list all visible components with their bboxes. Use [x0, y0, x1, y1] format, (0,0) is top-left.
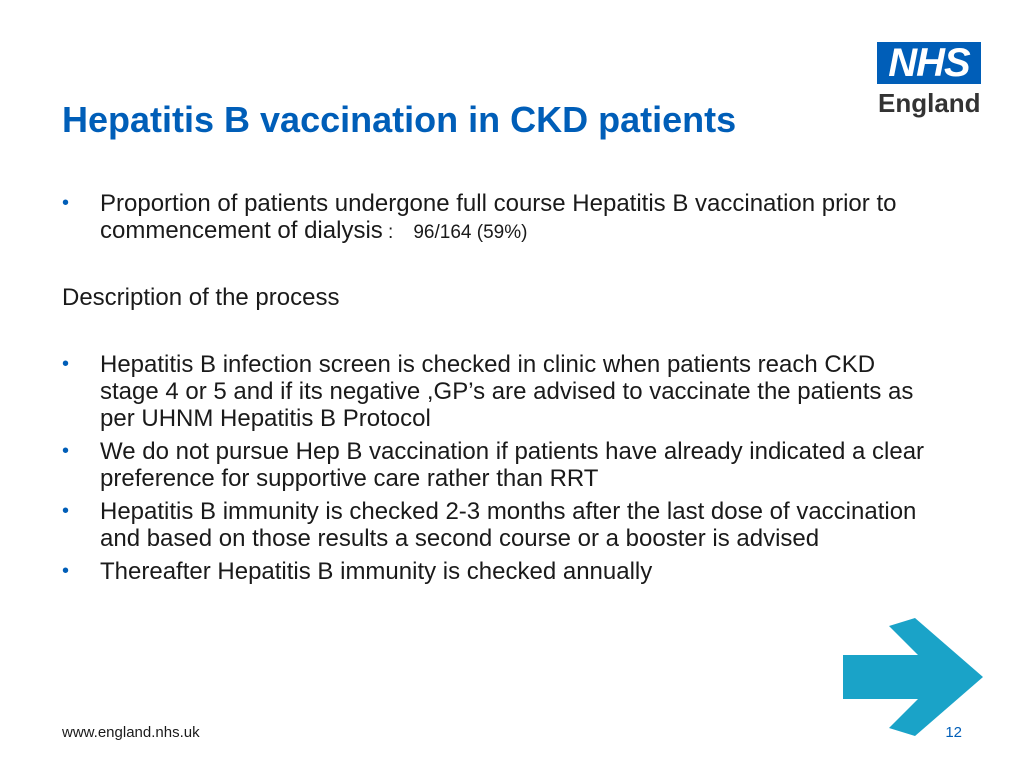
process-bullet-text: Hepatitis B immunity is checked 2-3 months after the last dose of vaccination and based on those results a second course or a booster is advised — [100, 498, 917, 552]
nhs-logo-box: NHS — [877, 42, 981, 84]
nhs-england-logo — [877, 42, 983, 116]
process-bullet — [62, 498, 932, 552]
slide-content — [62, 190, 932, 591]
process-bullet — [62, 438, 932, 492]
intro-bullet-list — [62, 190, 932, 246]
bullet-icon: • — [62, 560, 70, 582]
nhs-logo-region: England — [878, 88, 981, 118]
process-bullet-text: We do not pursue Hep B vaccination if patients have already indicated a clear preference for supportive care rather than RRT — [100, 438, 925, 492]
process-bullet — [62, 351, 932, 432]
bullet-icon: • — [62, 500, 70, 522]
bullet-icon: • — [62, 440, 70, 462]
section-heading: Description of the process — [62, 284, 340, 311]
process-bullet — [62, 558, 932, 585]
process-bullet-list — [62, 351, 932, 585]
bullet-icon: • — [62, 353, 70, 375]
intro-bullet — [62, 190, 932, 246]
intro-bullet-stat: 96/164 (59%) — [413, 222, 528, 243]
process-bullet-text: Hepatitis B infection screen is checked in clinic when patients reach CKD stage 4 or 5 and if its negative ,GP’s are advised to vaccinate the patients as per UHNM Hepatitis B Protocol — [100, 351, 914, 432]
intro-bullet-text: Proportion of patients undergone full course Hepatitis B vaccination prior to commencement of dialysis — [100, 190, 897, 244]
page-number: 12 — [945, 724, 962, 741]
process-bullet-text: Thereafter Hepatitis B immunity is checked annually — [100, 558, 653, 585]
footer-url: www.england.nhs.uk — [62, 724, 200, 741]
bullet-icon: • — [62, 192, 70, 214]
arrow-right-shape — [843, 618, 983, 736]
arrow-right-icon — [843, 618, 983, 736]
intro-bullet-separator: : — [382, 222, 394, 243]
slide-title: Hepatitis B vaccination in CKD patients — [62, 99, 737, 140]
